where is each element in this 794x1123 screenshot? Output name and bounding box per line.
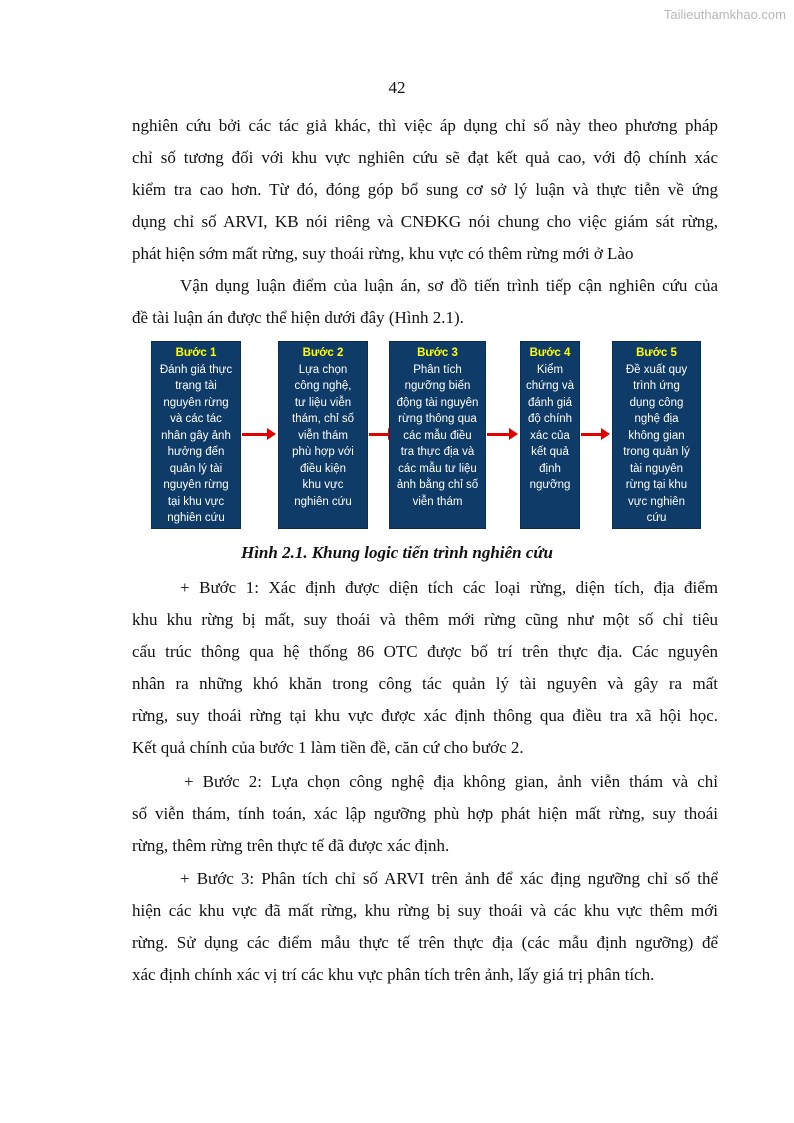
figure-caption: Hình 2.1. Khung logic tiến trình nghiên cứu (240, 543, 554, 562)
step-3-label: Bước 3 (417, 347, 458, 359)
step-2-label: Bước 2 (302, 347, 344, 359)
step-4-box (520, 341, 580, 529)
text-line: đề tài luận án được thể hiện dưới đây (Hình 2.1). (132, 308, 464, 327)
step-1-box (151, 341, 241, 529)
arrow-right-icon (369, 433, 390, 436)
text-line: số viễn thám, tính toán, xác lập ngưỡng phù hợp phát hiện mất rừng, suy thoái (132, 804, 718, 823)
paragraph-2 (132, 270, 718, 334)
watermark: Tailieuthamkhao.com (663, 7, 786, 22)
step-2-text: Lựa chọn công nghệ, tư liệu viễn thám, chỉ số viễn thám phù hợp với điều kiện khu vực nghiên cứu (292, 363, 354, 508)
text-line: rừng, thêm rừng trên thực tế đã được xác định. (132, 836, 450, 855)
paragraph-1 (132, 110, 718, 270)
step-5-box (612, 341, 701, 529)
text-line: + Bước 1: Xác định được diện tích các loại rừng, diện tích, địa điểm (180, 578, 718, 597)
step-2-box (278, 341, 368, 529)
text-line: xác định chính xác vị trí các khu vực phân tích trên ảnh, lấy giá trị phân tích. (132, 965, 655, 984)
step-3-text: Phân tích ngưỡng biến động tài nguyên rừng thông qua các mẫu điều tra thực địa và các mẫu tư liệu ảnh bằng chỉ số viễn thám (396, 363, 479, 508)
text-line: nhân ra những khó khăn trong công tác quản lý tài nguyên và gây ra mất (132, 674, 718, 693)
text-line: khu khu rừng bị mất, suy thoái và thêm mới rừng cũng như một số chỉ tiêu (132, 610, 718, 629)
paragraph-step-3 (132, 863, 718, 991)
text-line: Kết quả chính của bước 1 làm tiền đề, căn cứ cho bước 2. (132, 738, 524, 757)
arrow-right-icon (581, 433, 603, 436)
text-line: kiểm tra cao hơn. Từ đó, đóng góp bổ sung cơ sở lý luận và thực tiễn về ứng (132, 180, 718, 199)
text-line: + Bước 3: Phân tích chỉ số ARVI trên ảnh để xác địng ngưỡng chỉ số thể (180, 869, 718, 888)
text-line: rừng. Sử dụng các điểm mẫu thực tế trên thực địa (các mẫu định ngưỡng) để (132, 933, 718, 952)
text-line: + Bước 2: Lựa chọn công nghệ địa không gian, ảnh viễn thám và chỉ (184, 772, 718, 791)
research-flow-diagram (151, 341, 701, 529)
text-line: chỉ số tương đối với khu vực nghiên cứu sẽ đạt kết quả cao, với độ chính xác (132, 148, 718, 167)
step-1-text: Đánh giá thực trạng tài nguyên rừng và các tác nhân gây ảnh hưởng đến quản lý tài nguyên rừng tại khu vực nghiên cứu (159, 363, 233, 524)
step-5-text: Đề xuất quy trình ứng dụng công nghệ địa không gian trong quản lý tài nguyên rừng tại khu vực nghiên cứu (623, 363, 690, 524)
text-line: hiện các khu vực đã mất rừng, khu rừng bị suy thoái và các khu vực thêm mới (132, 901, 718, 920)
text-line: phát hiện sớm mất rừng, suy thoái rừng, khu vực có thêm rừng mới ở Lào (132, 244, 634, 263)
step-4-label: Bước 4 (529, 347, 571, 359)
text-line: dụng chỉ số ARVI, KB nói riêng và CNĐKG nói chung cho việc giám sát rừng, (132, 212, 718, 231)
step-5-label: Bước 5 (636, 347, 677, 359)
page-number: 42 (388, 78, 406, 97)
paragraph-step-1 (132, 572, 718, 764)
text-line: cấu trúc thông qua hệ thống 86 OTC được bố trí trên thực địa. Các nguyên (132, 642, 718, 661)
text-line: nghiên cứu bởi các tác giả khác, thì việc áp dụng chỉ số này theo phương pháp (132, 116, 718, 135)
arrow-right-icon (242, 433, 269, 436)
step-3-box (389, 341, 486, 529)
arrow-right-icon (487, 433, 511, 436)
paragraph-step-2 (132, 766, 718, 862)
step-4-text: Kiểm chứng và đánh giá độ chính xác của kết quả định ngưỡng (526, 363, 574, 491)
text-line: Vận dụng luận điểm của luận án, sơ đồ tiến trình tiếp cận nghiên cứu của (180, 276, 718, 295)
text-line: rừng, suy thoái rừng tại khu vực được xác định thông qua điều tra xã hội học. (132, 706, 718, 725)
step-1-label: Bước 1 (175, 347, 217, 359)
